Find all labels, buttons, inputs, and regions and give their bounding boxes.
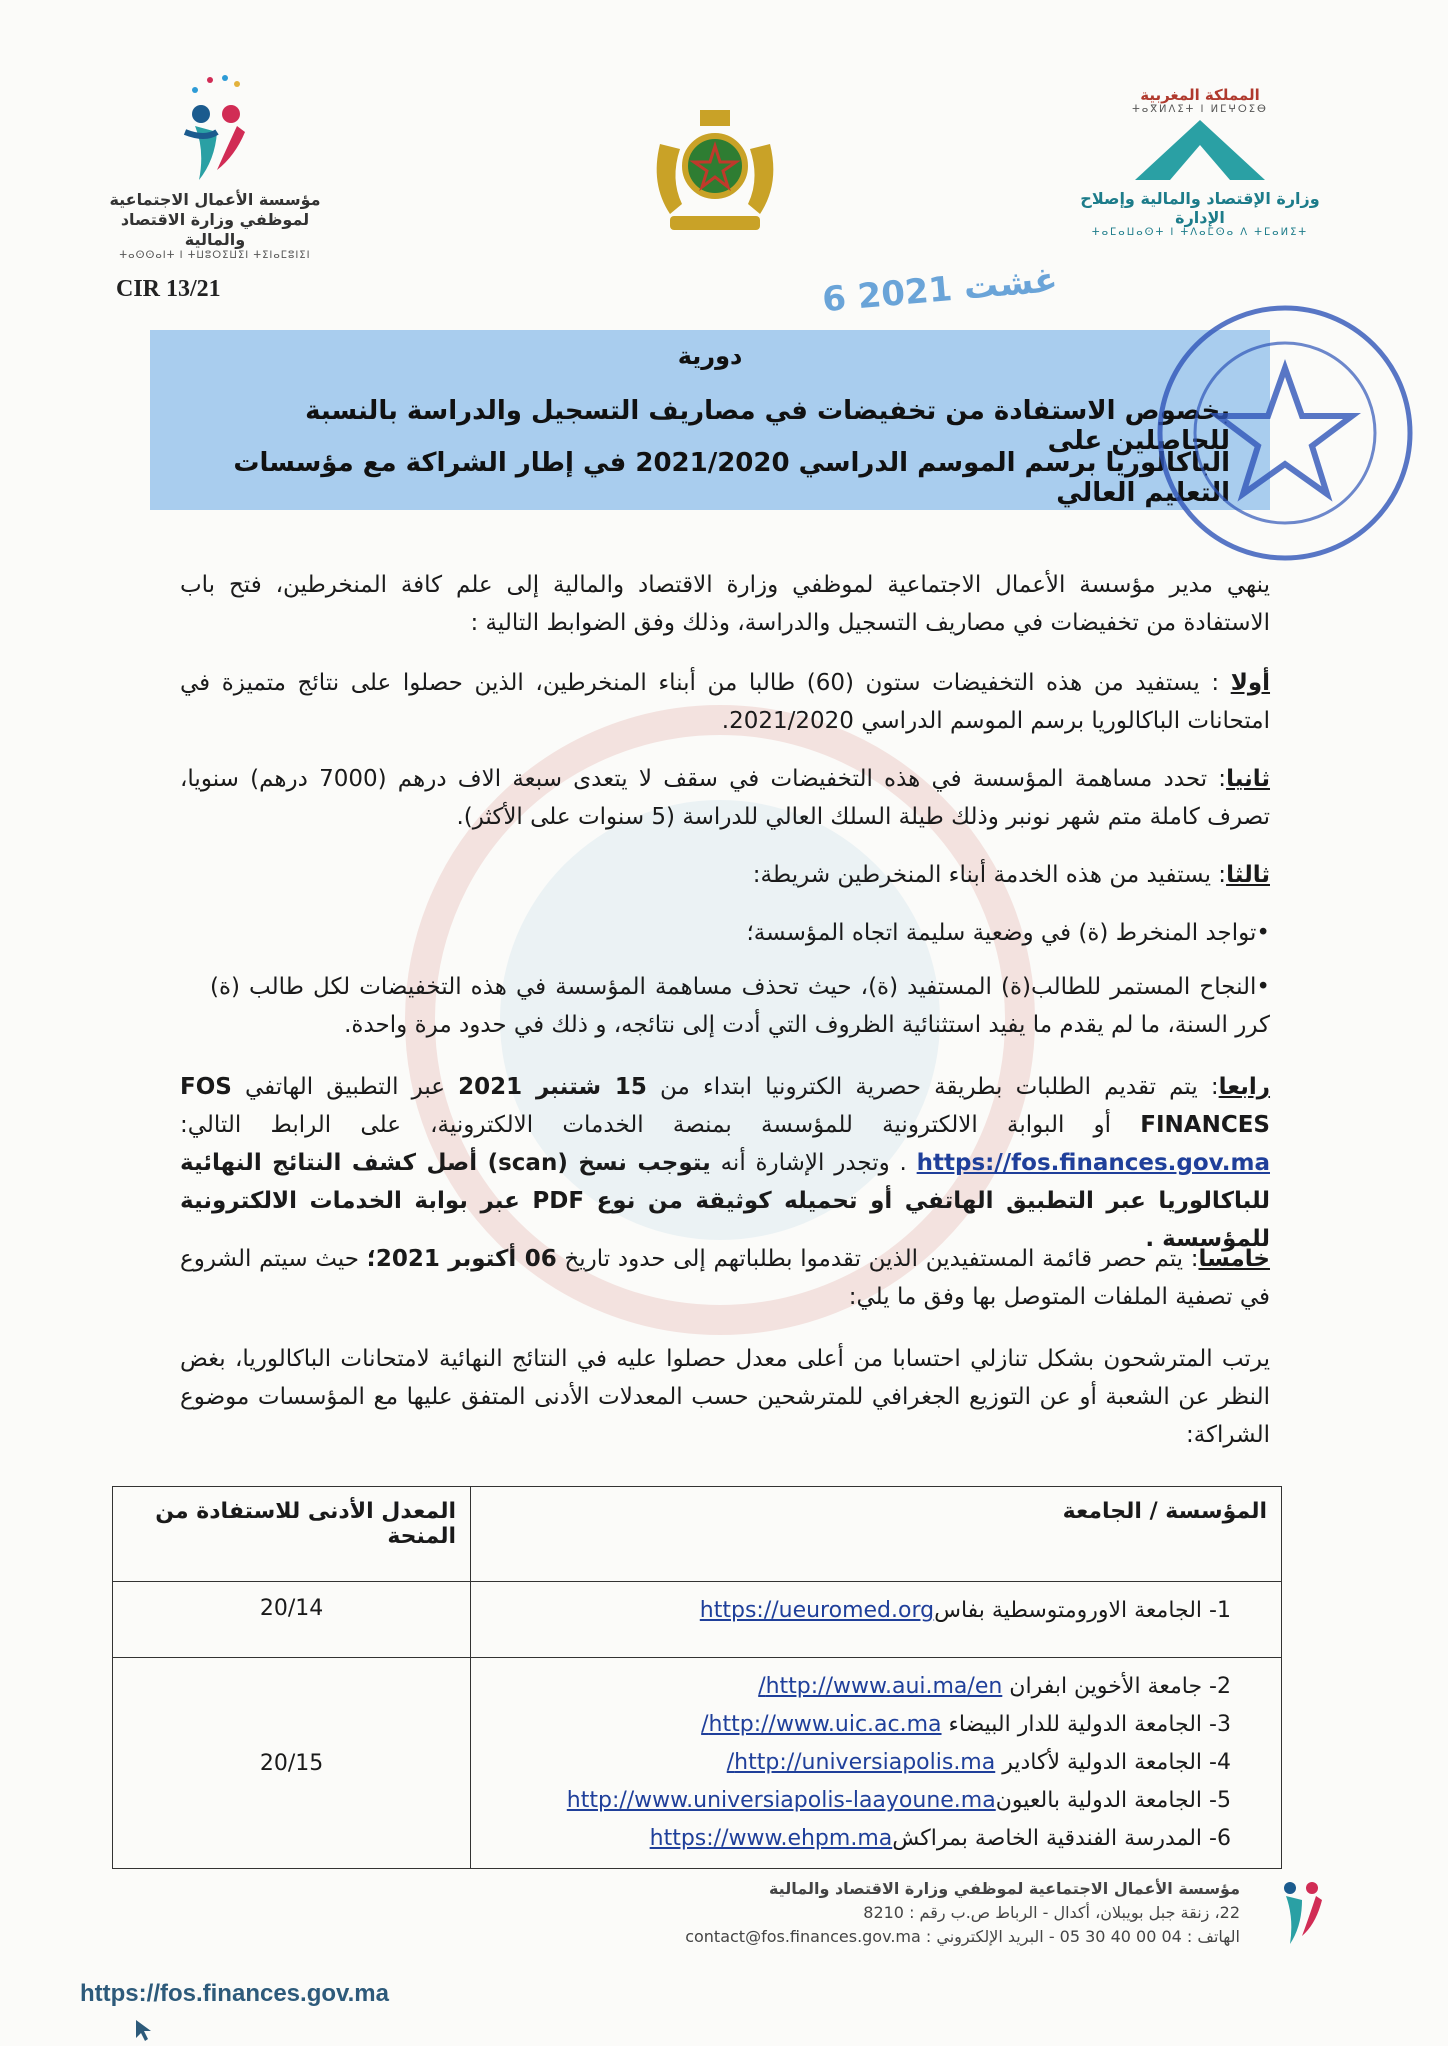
deadline-date: 06 أكتوبر 2021؛ bbox=[366, 1246, 557, 1272]
institution-name: الجامعة الدولية للدار البيضاء bbox=[948, 1712, 1203, 1737]
clause-second bbox=[180, 760, 1270, 836]
institution-row bbox=[471, 1668, 1281, 1706]
institution-name: المدرسة الفندقية الخاصة بمراكش bbox=[892, 1826, 1203, 1851]
fos-name-line2: لموظفي وزارة الاقتصاد والمالية bbox=[120, 210, 310, 249]
fos-figure-icon bbox=[165, 70, 265, 190]
institution-link[interactable]: http://www.aui.ma/en/ bbox=[758, 1674, 1003, 1699]
ministry-tifinagh: ⵜⴰⵎⴰⵡⴰⵙⵜ ⵏ ⵜⴷⴰⵎⵙⴰ ⴷ ⵜⵎⴰⵍⵉⵜ bbox=[1091, 227, 1309, 238]
institution-row bbox=[471, 1592, 1281, 1630]
partner-institutions-table bbox=[112, 1486, 1282, 1869]
ministry-pyramid-icon bbox=[1125, 115, 1275, 185]
circular-reference: CIR 13/21 bbox=[116, 276, 221, 302]
institution-row bbox=[471, 1706, 1281, 1744]
table-row bbox=[113, 1582, 1282, 1658]
clause-fourth-label: رابعا bbox=[1218, 1074, 1271, 1100]
clause-first-label: أولا bbox=[1230, 670, 1271, 696]
clause-fourth-text-a: : يتم تقديم الطلبات بطريقة حصرية الكترونيا ابتداء من bbox=[646, 1074, 1219, 1100]
clause-fifth bbox=[180, 1240, 1270, 1316]
bullet-dot: • bbox=[1256, 974, 1270, 1000]
clause-second-label: ثانيا bbox=[1226, 766, 1270, 792]
row-number: 6- bbox=[1209, 1826, 1231, 1851]
document-type: دورية bbox=[677, 342, 743, 370]
institution-cell bbox=[471, 1582, 1282, 1658]
footer-fos-icon bbox=[1272, 1874, 1332, 1954]
header-institution: المؤسسة / الجامعة bbox=[471, 1487, 1282, 1582]
institution-name: جامعة الأخوين ابفران bbox=[1009, 1674, 1203, 1699]
institution-row bbox=[471, 1782, 1281, 1820]
row-number: 1- bbox=[1209, 1598, 1231, 1623]
official-seal-icon bbox=[1150, 298, 1420, 568]
row-number: 5- bbox=[1209, 1788, 1231, 1813]
header-min-average: المعدل الأدنى للاستفادة من المنحة bbox=[113, 1487, 471, 1582]
institution-link[interactable]: http://www.universiapolis-laayoune.ma bbox=[566, 1788, 996, 1813]
clause-fifth-label: خامسا bbox=[1198, 1246, 1270, 1272]
row-number: 4- bbox=[1209, 1750, 1231, 1775]
institution-link[interactable]: https://www.ehpm.ma bbox=[649, 1826, 893, 1851]
footer-website-link[interactable]: https://fos.finances.gov.ma bbox=[80, 1980, 389, 2007]
clause-first-text: : يستفيد من هذه التخفيضات ستون (60) طالبا من أبناء المنخرطين، الذين حصلوا على نتائج متميزة في امتحانات الباكالوريا برسم الموسم الدراسي 2021/2020. bbox=[180, 670, 1270, 734]
institution-link[interactable]: http://www.uic.ac.ma/ bbox=[701, 1712, 942, 1737]
kingdom-name: المملكة المغربية bbox=[1140, 86, 1260, 104]
fos-name-line1: مؤسسة الأعمال الاجتماعية bbox=[109, 190, 321, 209]
institution-name: الجامعة الدولية بالعيون bbox=[995, 1788, 1203, 1813]
institution-row bbox=[471, 1744, 1281, 1782]
portal-link[interactable]: https://fos.finances.gov.ma bbox=[916, 1150, 1270, 1176]
app-name: FOS FINANCES bbox=[180, 1074, 1270, 1138]
institution-name: الجامعة الدولية لأكادير bbox=[1002, 1750, 1203, 1775]
clause-third bbox=[180, 856, 1270, 894]
footer-org-name: مؤسسة الأعمال الاجتماعية لموظفي وزارة الاقتصاد والمالية bbox=[768, 1879, 1240, 1898]
institution-name: الجامعة الاورومتوسطية بفاس bbox=[934, 1598, 1203, 1623]
date-stamp: 6 غشت 2021 bbox=[820, 259, 1060, 321]
row-number: 2- bbox=[1209, 1674, 1231, 1699]
clause-fourth-text-c: أو البوابة الالكترونية للمؤسسة بمنصة الخدمات الالكترونية، على الرابط التالي: bbox=[180, 1112, 1141, 1138]
institution-cell bbox=[471, 1658, 1282, 1869]
ranking-paragraph: يرتب المترشحون بشكل تنازلي احتسابا من أعلى معدل حصلوا عليه في النتائج النهائية لامتحانات الباكالوريا، بغض النظر عن الشعبة أو عن التوزيع الجغرافي للمترشحين حسب المعدلات الأدنى المتفق عليها مع المؤسسات موضوع الشراكة: bbox=[180, 1346, 1270, 1448]
clause-fourth-text-b: عبر التطبيق الهاتفي bbox=[231, 1074, 459, 1100]
title-line-2: الباكالوريا برسم الموسم الدراسي 2021/2020 في إطار الشراكة مع مؤسسات التعليم العالي bbox=[233, 448, 1230, 508]
ministry-logo bbox=[1055, 86, 1345, 238]
table-header-row bbox=[113, 1487, 1282, 1582]
bullet-dot: • bbox=[1256, 920, 1270, 946]
clause-first bbox=[180, 664, 1270, 740]
condition-bullet-1 bbox=[230, 914, 1270, 952]
coat-of-arms-icon bbox=[640, 104, 790, 244]
submission-start-date: 15 شتنبر 2021 bbox=[458, 1074, 647, 1100]
row-number: 3- bbox=[1209, 1712, 1231, 1737]
title-band bbox=[150, 330, 1270, 510]
fos-tifinagh: ⵜⴰⵙⵙⴰⵏⵜ ⵏ ⵜⵡⵓⵔⵉⵡⵉⵏ ⵜⵉⵏⴰⵎⵓⵏⵉⵏ bbox=[119, 250, 311, 261]
kingdom-tifinagh: ⵜⴰⴳⵍⴷⵉⵜ ⵏ ⵍⵎⵖⵔⵉⴱ bbox=[1132, 104, 1268, 115]
institution-link[interactable]: https://ueuromed.org bbox=[699, 1598, 935, 1623]
intro-paragraph: ينهي مدير مؤسسة الأعمال الاجتماعية لموظفي وزارة الاقتصاد والمالية إلى علم كافة المنخرطين، فتح باب الاستفادة من تخفيضات في مصاريف التسجيل والدراسة، وذلك وفق الضوابط التالية : bbox=[180, 572, 1270, 636]
condition-bullet-2 bbox=[210, 968, 1270, 1044]
clause-third-text: : يستفيد من هذه الخدمة أبناء المنخرطين شريطة: bbox=[752, 862, 1227, 888]
clause-fifth-text-b: حيث سيتم الشروع في تصفية الملفات المتوصل بها وفق ما يلي: bbox=[180, 1246, 1270, 1310]
institution-link[interactable]: http://universiapolis.ma/ bbox=[726, 1750, 996, 1775]
min-average-cell: 20/15 bbox=[113, 1658, 471, 1869]
title-line-1: بخصوص الاستفادة من تخفيضات في مصاريف التسجيل والدراسة بالنسبة للحاصلين على bbox=[305, 396, 1230, 456]
fos-logo bbox=[100, 70, 330, 261]
footer-contact: الهاتف : 04 00 40 30 05 - البريد الإلكتروني : contact@fos.finances.gov.ma bbox=[685, 1927, 1240, 1946]
cursor-click-icon bbox=[130, 2016, 156, 2042]
clause-second-text: : تحدد مساهمة المؤسسة في هذه التخفيضات في سقف لا يتعدى سبعة الاف درهم (7000 درهم) سنويا، تصرف كاملة متم شهر نونبر وذلك طيلة السلك العالي للدراسة (5 سنوات على الأكثر). bbox=[180, 766, 1270, 830]
clause-fifth-text-a: : يتم حصر قائمة المستفيدين الذين تقدموا بطلباتهم إلى حدود تاريخ bbox=[556, 1246, 1199, 1272]
clause-fourth-text-e: يتوجب نسخ (scan) أصل كشف النتائج النهائية للباكالوريا عبر التطبيق الهاتفي أو تحميله كوثيقة من نوع PDF عبر بوابة الخدمات الالكترونية للمؤسسة . bbox=[180, 1150, 1270, 1252]
footer-address: 22، زنقة جبل بويبلان، أكدال - الرباط ص.ب رقم : 8210 bbox=[863, 1903, 1240, 1922]
table-row bbox=[113, 1658, 1282, 1869]
institution-row bbox=[471, 1820, 1281, 1858]
bullet-2-text: النجاح المستمر للطالب(ة) المستفيد (ة)، حيث تحذف مساهمة المؤسسة في هذه التخفيضات لكل طالب (ة) كرر السنة، ما لم يقدم ما يفيد استثنائية الظروف التي أدت إلى نتائجه، و ذلك في حدود مرة واحدة. bbox=[210, 974, 1270, 1038]
clause-fourth bbox=[180, 1068, 1270, 1258]
bullet-1-text: تواجد المنخرط (ة) في وضعية سليمة اتجاه المؤسسة؛ bbox=[746, 920, 1257, 946]
clause-third-label: ثالثا bbox=[1226, 862, 1270, 888]
ministry-name: وزارة الإقتصاد والمالية وإصلاح الإدارة bbox=[1080, 189, 1320, 227]
clause-fourth-text-d: . وتجدر الإشارة أنه bbox=[710, 1150, 917, 1176]
footer-address-block bbox=[600, 1877, 1240, 1949]
min-average-cell: 20/14 bbox=[113, 1582, 471, 1658]
